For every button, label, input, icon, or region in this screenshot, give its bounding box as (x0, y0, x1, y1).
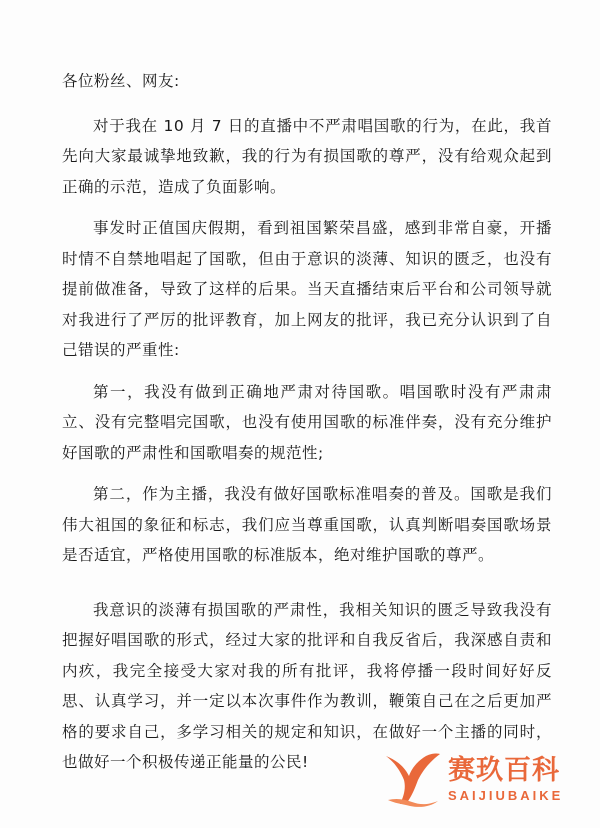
letter-paragraph-3: 第一，我没有做到正确地严肃对待国歌。唱国歌时没有严肃肃立、没有完整唱完国歌，也没有使用国歌的标准伴奏，没有充分维护好国歌的严肃性和国歌唱奏的规范性; (62, 382, 552, 462)
apology-letter (62, 66, 552, 789)
site-watermark (382, 748, 578, 810)
letter-paragraph-1: 对于我在 10 月 7 日的直播中不严肃唱国歌的行为，在此，我首先向大家最诚挚地致歉，我的行为有损国歌的尊严，没有给观众起到正确的示范，造成了负面影响。 (62, 116, 552, 196)
letter-paragraph-4: 第二，作为主播，我没有做好国歌标准唱奏的普及。国歌是我们伟大祖国的象征和标志，我们应当尊重国歌，认真判断唱奏国歌场景是否适宜，严格使用国歌的标准版本，绝对维护国歌的尊严。 (62, 485, 552, 564)
watermark-text (448, 754, 564, 803)
letter-paragraph-5: 我意识的淡薄有损国歌的严肃性，我相关知识的匮乏导致我没有把握好唱国歌的形式，经过大家的批评和自我反省后，我深感自责和内疚，我完全接受大家对我的所有批评，我将停播一段时间好好反思、认真学习，并一定以本次事件作为教训，鞭策自己在之后更加严格的要求自己，多学习相关的规定和知识，在做好一个主播的同时，也做好一个积极传递正能量的公民! (62, 600, 552, 771)
watermark-name-en: SAIJIUBAIKE (448, 787, 564, 803)
letter-paragraph-2: 事发时正值国庆假期，看到祖国繁荣昌盛，感到非常自豪，开播时情不自禁地唱起了国歌，但由于意识的淡薄、知识的匮乏，也没有提前做准备，导致了这样的后果。当天直播结束后平台和公司领导就对我进行了严厉的批评教育，加上网友的批评，我已充分认识到了自己错误的严重性: (62, 219, 552, 359)
letter-salutation: 各位粉丝、网友: (62, 72, 180, 90)
watermark-name-cn: 赛玖百科 (448, 754, 560, 786)
whale-tail-logo-icon (382, 750, 444, 808)
